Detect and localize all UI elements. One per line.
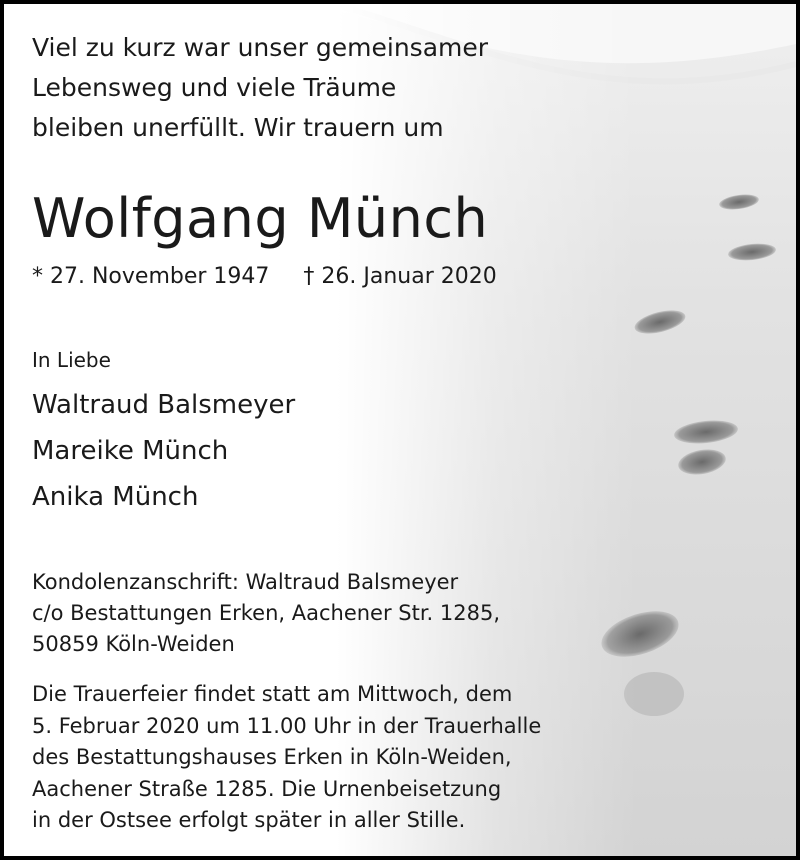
in-love-label: In Liebe [32, 348, 111, 372]
ceremony-line: in der Ostsee erfolgt später in aller Stille. [32, 808, 466, 832]
intro-line: bleiben unerfüllt. Wir trauern um [32, 113, 444, 142]
ceremony-line: des Bestattungshauses Erken in Köln-Weiden, [32, 745, 512, 769]
address-line: 50859 Köln-Weiden [32, 632, 235, 656]
mourner-name: Mareike Münch [32, 436, 229, 466]
ceremony-line: 5. Februar 2020 um 11.00 Uhr in der Trauerhalle [32, 713, 542, 738]
condolence-address [32, 567, 500, 660]
mourner-name: Waltraud Balsmeyer [32, 390, 296, 420]
death-date: † 26. Januar 2020 [303, 264, 497, 289]
address-line: Kondolenzanschrift: Waltraud Balsmeyer [32, 570, 459, 594]
intro-text [32, 28, 488, 148]
ceremony-line: Die Trauerfeier findet statt am Mittwoch, dem [32, 682, 513, 706]
ceremony-line: Aachener Straße 1285. Die Urnenbeisetzung [32, 776, 502, 801]
address-line: c/o Bestattungen Erken, Aachener Str. 1285, [32, 601, 501, 625]
intro-line: Lebensweg und viele Träume [32, 73, 397, 102]
mourner-name: Anika Münch [32, 482, 199, 512]
intro-line: Viel zu kurz war unser gemeinsamer [32, 33, 489, 62]
deceased-name: Wolfgang Münch [32, 187, 489, 250]
mourners-list [32, 382, 295, 520]
notice-text [4, 4, 796, 856]
life-dates [32, 262, 497, 292]
ceremony-info [32, 679, 541, 837]
birth-date: * 27. November 1947 [32, 264, 270, 289]
